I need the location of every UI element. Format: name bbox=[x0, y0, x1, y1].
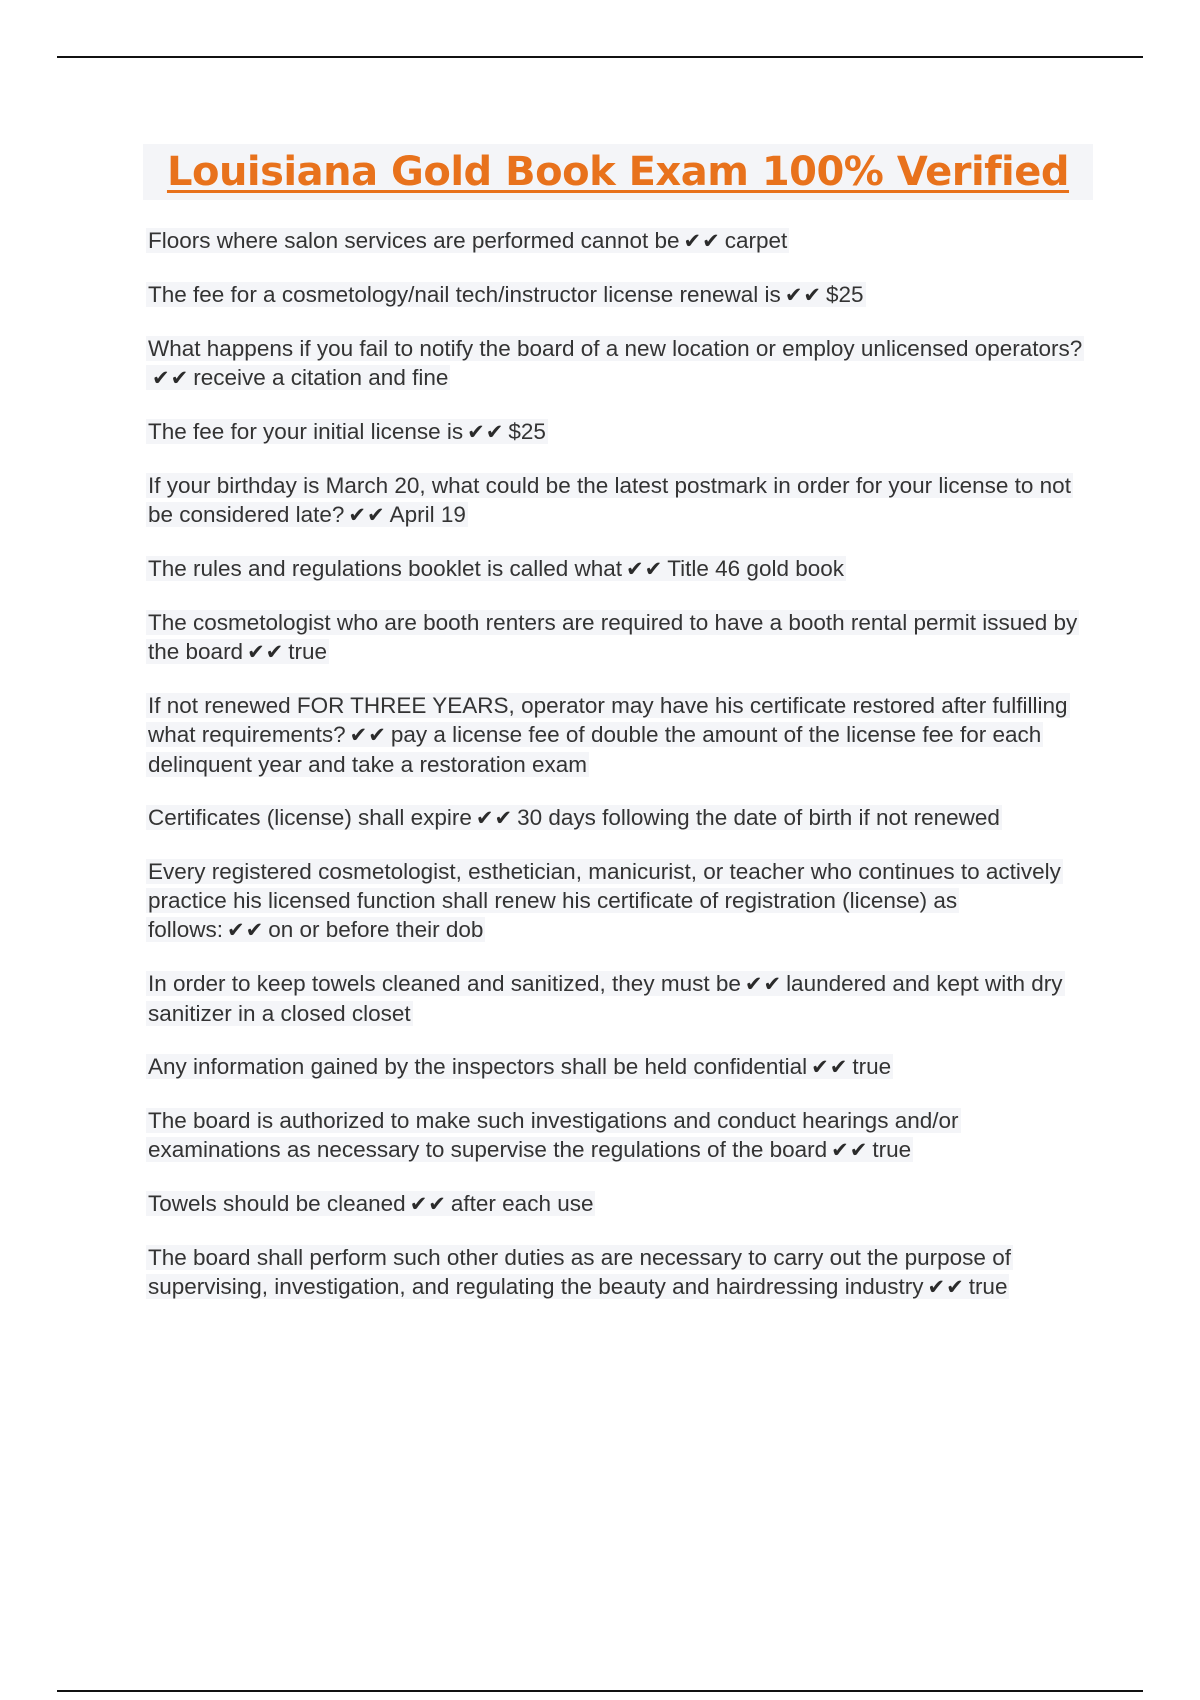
qa-item bbox=[146, 1189, 1086, 1219]
qa-item bbox=[146, 1243, 1086, 1302]
check-mark-icon: ✔✔ bbox=[475, 806, 514, 830]
qa-item-text bbox=[146, 228, 789, 253]
qa-question: If not renewed FOR THREE YEARS, operator may have his certificate restored after fulfilling what requirements? bbox=[148, 693, 1068, 747]
check-mark-icon: ✔✔ bbox=[152, 366, 190, 390]
check-mark-icon: ✔✔ bbox=[831, 1138, 869, 1162]
qa-item-text bbox=[146, 1108, 961, 1162]
qa-question: What happens if you fail to notify the board of a new location or employ unlicensed operators? bbox=[148, 336, 1083, 361]
qa-item bbox=[146, 608, 1086, 667]
qa-item-text bbox=[146, 805, 1002, 830]
qa-answer: true bbox=[968, 1274, 1008, 1299]
check-mark-icon: ✔✔ bbox=[927, 1275, 965, 1299]
qa-item bbox=[146, 857, 1086, 945]
qa-answer: true bbox=[852, 1054, 892, 1079]
qa-item bbox=[146, 691, 1086, 779]
qa-item-text bbox=[146, 473, 1073, 527]
qa-question: If your birthday is March 20, what could be the latest postmark in order for your license to not be considered late? bbox=[148, 473, 1071, 527]
check-mark-icon: ✔✔ bbox=[247, 640, 285, 664]
qa-item bbox=[146, 1052, 1086, 1082]
page-title: Louisiana Gold Book Exam 100% Verified bbox=[166, 149, 1070, 195]
top-rule bbox=[57, 56, 1143, 58]
qa-question: The board shall perform such other duties as are necessary to carry out the purpose of supervising, investigation, and regulating the beauty and hairdressing industry bbox=[148, 1245, 1011, 1299]
qa-question: Floors where salon services are performed cannot be bbox=[148, 228, 680, 253]
check-mark-icon: ✔✔ bbox=[409, 1192, 447, 1216]
qa-item bbox=[146, 417, 1086, 447]
qa-answer: carpet bbox=[724, 228, 788, 253]
qa-question: Every registered cosmetologist, esthetician, manicurist, or teacher who continues to actively practice his licensed function shall renew his certificate of registration (license) as follows: bbox=[148, 859, 1061, 942]
qa-question: The cosmetologist who are booth renters are required to have a booth rental permit issued by the board bbox=[148, 610, 1078, 664]
qa-answer: pay a license fee of double the amount of the license fee for each delinquent year and take a restoration exam bbox=[148, 722, 1042, 777]
qa-item bbox=[146, 803, 1086, 833]
check-mark-icon: ✔✔ bbox=[744, 972, 783, 996]
qa-item-text bbox=[146, 1245, 1013, 1299]
check-mark-icon: ✔✔ bbox=[349, 723, 387, 747]
check-mark-icon: ✔✔ bbox=[784, 283, 823, 307]
title-band bbox=[143, 144, 1093, 200]
check-mark-icon: ✔✔ bbox=[626, 557, 664, 581]
qa-question: Certificates (license) shall expire bbox=[148, 805, 472, 830]
qa-answer: Title 46 gold book bbox=[667, 556, 845, 581]
qa-answer: after each use bbox=[450, 1191, 594, 1216]
qa-item-text bbox=[146, 282, 866, 307]
qa-question: In order to keep towels cleaned and sanitized, they must be bbox=[148, 971, 741, 996]
qa-item-text bbox=[146, 1191, 595, 1216]
qa-item-text bbox=[146, 693, 1070, 777]
qa-item bbox=[146, 554, 1086, 584]
qa-item-text bbox=[146, 419, 548, 444]
qa-answer: receive a citation and fine bbox=[193, 365, 449, 390]
check-mark-icon: ✔✔ bbox=[811, 1055, 849, 1079]
qa-question: The rules and regulations booklet is called what bbox=[148, 556, 623, 581]
qa-answer: true bbox=[872, 1137, 912, 1162]
qa-question: The fee for a cosmetology/nail tech/instructor license renewal is bbox=[148, 282, 781, 307]
check-mark-icon: ✔✔ bbox=[348, 503, 386, 527]
qa-answer: $25 bbox=[826, 282, 864, 307]
qa-item-text bbox=[146, 1054, 893, 1079]
check-mark-icon: ✔✔ bbox=[467, 420, 505, 444]
qa-answer: 30 days following the date of birth if not renewed bbox=[517, 805, 1000, 830]
qa-list bbox=[146, 226, 1086, 1326]
qa-answer: $25 bbox=[508, 419, 546, 444]
qa-question: The fee for your initial license is bbox=[148, 419, 464, 444]
qa-answer: April 19 bbox=[389, 502, 466, 527]
qa-answer: on or before their dob bbox=[268, 917, 484, 942]
qa-item bbox=[146, 226, 1086, 256]
qa-answer: laundered and kept with dry sanitizer in a closed closet bbox=[148, 971, 1063, 1026]
qa-item bbox=[146, 334, 1086, 393]
qa-item-text bbox=[146, 610, 1079, 664]
qa-question: The board is authorized to make such investigations and conduct hearings and/or examinations as necessary to supervise the regulations of the board bbox=[148, 1108, 959, 1162]
qa-item-text bbox=[146, 859, 1063, 942]
bottom-rule bbox=[57, 1690, 1143, 1692]
qa-item-text bbox=[146, 336, 1084, 390]
qa-item bbox=[146, 969, 1086, 1028]
qa-question: Towels should be cleaned bbox=[148, 1191, 406, 1216]
qa-answer: true bbox=[288, 639, 328, 664]
qa-item bbox=[146, 1106, 1086, 1165]
qa-question: Any information gained by the inspectors shall be held confidential bbox=[148, 1054, 808, 1079]
check-mark-icon: ✔✔ bbox=[227, 918, 265, 942]
check-mark-icon: ✔✔ bbox=[683, 229, 721, 253]
qa-item-text bbox=[146, 556, 846, 581]
qa-item bbox=[146, 280, 1086, 310]
qa-item bbox=[146, 471, 1086, 530]
qa-item-text bbox=[146, 971, 1065, 1026]
